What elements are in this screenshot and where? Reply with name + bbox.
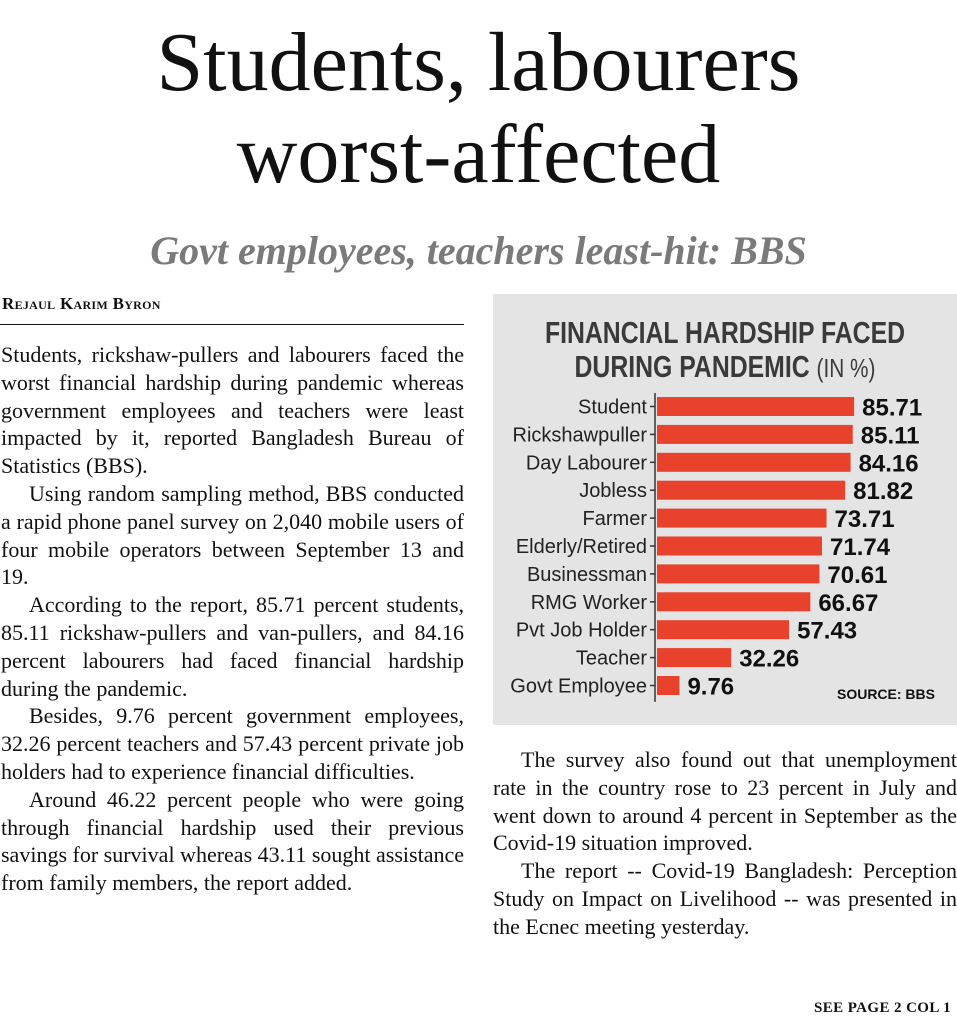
paragraph-4: Besides, 9.76 percent government employees, 32.26 percent teachers and 57.43 percent private job holders had to experience financial difficulties.	[1, 703, 464, 784]
chart-value-label: 57.43	[797, 617, 858, 645]
paragraph-5: Around 46.22 percent people who were going through financial hardship used their previous savings for survival whereas 43.11 sought assistance from family members, the report added.	[1, 786, 464, 896]
paragraph-1: Students, rickshaw-pullers and labourers faced the worst financial hardship during pandemic whereas government employees and teachers were least impacted by it, reported Bangladesh Bureau of Statistics (BBS).	[1, 342, 464, 479]
subheadline: Govt employees, teachers least-hit: BBS	[150, 228, 807, 273]
paragraph-2: Using random sampling method, BBS conducted a rapid phone panel survey on 2,040 mobile users of four mobile operators between September 13 and 19.	[1, 480, 464, 590]
paragraph-7: The report -- Covid-19 Bangladesh: Perception Study on Impact on Livelihood -- was presented in the Ecnec meeting yesterday.	[493, 858, 957, 939]
chart-plot	[493, 294, 957, 725]
chart-bar	[657, 676, 679, 695]
byline: Rejaul Karim Byron	[2, 294, 161, 313]
chart-category-label: Jobless	[579, 480, 647, 503]
chart-value-label: 66.67	[818, 589, 879, 617]
chart-category-label: Govt Employee	[510, 675, 647, 698]
chart-category-label: RMG Worker	[530, 591, 647, 614]
chart-category-label: Teacher	[575, 647, 647, 670]
chart-bar	[657, 481, 845, 500]
headline-line-2: worst-affected	[236, 108, 721, 201]
chart-title-second-part: DURING PANDEMIC	[574, 349, 810, 384]
chart-bar	[657, 453, 851, 472]
chart-category-label: Pvt Job Holder	[515, 619, 647, 642]
chart-bar	[657, 537, 822, 556]
article-column-left	[1, 341, 464, 897]
chart-value-label: 85.71	[862, 394, 923, 422]
chart-value-label: 70.61	[827, 561, 888, 589]
chart-category-label: Rickshawpuller	[512, 424, 647, 447]
chart-value-label: 32.26	[739, 645, 800, 673]
chart-title: FINANCIAL HARDSHIP FACED	[544, 315, 906, 350]
chart-category-label: Day Labourer	[525, 452, 647, 475]
chart-value-label: 9.76	[687, 673, 735, 701]
paragraph-3: According to the report, 85.71 percent students, 85.11 rickshaw-pullers and van-pullers, and 84.16 percent labourers had faced financial hardship during the pandemic.	[1, 592, 464, 701]
chart-category-label: Farmer	[582, 508, 647, 531]
hardship-chart	[493, 294, 957, 725]
chart-category-label: Elderly/Retired	[515, 536, 647, 558]
chart-value-label: 73.71	[834, 506, 895, 534]
see-page-jump: SEE PAGE 2 COL 1	[814, 1000, 951, 1016]
chart-value-label: 85.11	[860, 422, 920, 450]
headline-line-1: Students, labourers	[156, 16, 801, 109]
byline-divider	[0, 324, 464, 325]
chart-value-label: 84.16	[858, 450, 919, 478]
chart-value-label: 71.74	[830, 534, 891, 561]
chart-unit: (IN %)	[816, 353, 876, 383]
chart-category-label: Businessman	[526, 563, 647, 586]
chart-bar	[657, 648, 731, 667]
chart-category-label: Student	[578, 396, 647, 419]
chart-bar	[657, 592, 810, 611]
chart-bar	[657, 397, 854, 416]
chart-bar	[657, 509, 827, 528]
chart-source: SOURCE: BBS	[836, 686, 935, 702]
paragraph-6: The survey also found out that unemployment rate in the country rose to 23 percent in July and went down to around 4 percent in September as the Covid-19 situation improved.	[493, 747, 957, 856]
chart-bar	[657, 620, 789, 639]
chart-bar	[657, 425, 853, 444]
chart-bar	[657, 564, 819, 583]
chart-value-label: 81.82	[853, 478, 914, 506]
article-column-right	[493, 746, 957, 941]
